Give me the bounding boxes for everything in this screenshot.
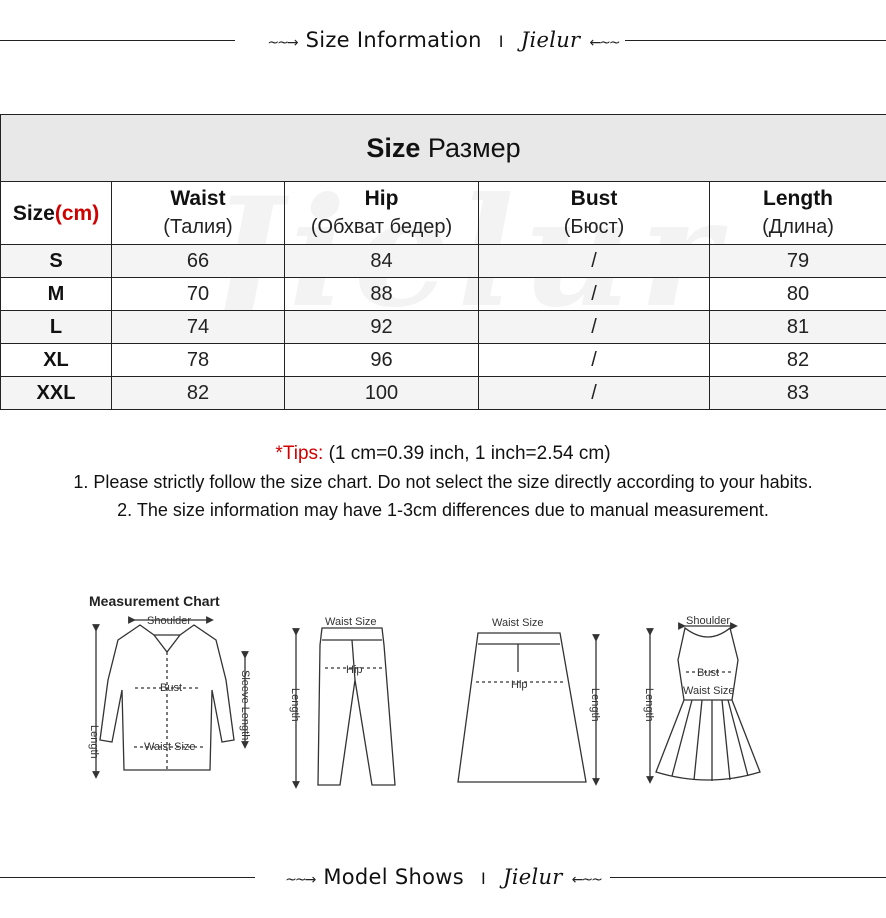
size-cell: L [1, 311, 112, 344]
measurement-chart-title: Measurement Chart [89, 593, 220, 609]
brand-logo-text: Jielur [520, 28, 581, 52]
hip-cell: 84 [285, 245, 479, 278]
squiggle-right-icon: ←~~ [589, 35, 619, 51]
bust-header-en: Bust [570, 187, 618, 210]
skirt-hip-label: Hip [511, 679, 528, 691]
tips-line-1: 1. Please strictly follow the size chart. Do not select the size directly according to your habits. [73, 472, 813, 492]
skirt-length-label: Length [589, 688, 601, 722]
table-row [1, 377, 886, 410]
table-row [1, 311, 886, 344]
dress-length-label: Length [643, 688, 655, 722]
size-cell: S [1, 245, 112, 278]
pants-figure [296, 628, 395, 785]
length-header-ru: (Длина) [762, 216, 834, 238]
skirt-waist-label: Waist Size [492, 617, 544, 629]
table-caption [1, 115, 886, 182]
waist-header-ru: (Талия) [163, 216, 233, 238]
waist-cell: 78 [112, 344, 285, 377]
hip-header-en: Hip [364, 187, 399, 210]
caption-ru: Размер [427, 132, 521, 163]
footer-brand-logo-text: Jielur [502, 865, 563, 889]
waist-cell: 70 [112, 278, 285, 311]
size-table [0, 114, 886, 410]
hip-cell: 100 [285, 377, 479, 410]
hip-cell: 96 [285, 344, 479, 377]
pants-length-label: Length [289, 688, 301, 722]
measurement-figures [0, 600, 886, 800]
shirt-sleeve-label: Sleeve Length [239, 670, 251, 741]
dress-shoulder-label: Shoulder [686, 615, 731, 627]
pants-waist-label: Waist Size [325, 616, 377, 628]
hip-cell: 88 [285, 278, 479, 311]
banner-title: Size Information [305, 28, 482, 52]
waist-cell: 74 [112, 311, 285, 344]
dress-waist-label: Waist Size [683, 685, 735, 697]
waist-column-header [112, 182, 285, 245]
bust-cell: / [479, 311, 710, 344]
size-column-header [1, 182, 112, 245]
footer-title: Model Shows [323, 865, 464, 889]
bust-header-ru: (Бюст) [563, 216, 625, 238]
shirt-length-label: Length [88, 725, 100, 759]
caption-en: Size [366, 132, 421, 163]
bust-cell: / [479, 245, 710, 278]
table-row [1, 344, 886, 377]
size-cell: XXL [1, 377, 112, 410]
tips-line-2: 2. The size information may have 1-3cm differences due to manual measurement. [117, 500, 769, 520]
hip-cell: 92 [285, 311, 479, 344]
shirt-bust-label: Bust [160, 682, 183, 694]
footer-squiggle-left-icon: ~~→ [285, 872, 315, 888]
length-column-header [710, 182, 886, 245]
banner-separator: I [498, 32, 504, 51]
tips-conversion: (1 cm=0.39 inch, 1 inch=2.54 cm) [328, 443, 611, 464]
table-row [1, 278, 886, 311]
waist-cell: 66 [112, 245, 285, 278]
squiggle-left-icon: ~~→ [267, 35, 297, 51]
footer-separator: I [480, 869, 486, 888]
hip-header-ru: (Обхват бедер) [310, 216, 453, 238]
shirt-waist-label: Waist Size [144, 741, 196, 753]
shirt-shoulder-label: Shoulder [147, 615, 192, 627]
waist-header-en: Waist [170, 187, 226, 210]
dress-figure [650, 626, 760, 781]
tips-label: *Tips: [275, 443, 324, 464]
model-shows-banner [0, 862, 886, 892]
skirt-figure [458, 633, 596, 782]
length-cell: 79 [710, 245, 886, 278]
tips-conversion-line [0, 440, 886, 468]
bust-column-header [479, 182, 710, 245]
size-cell: M [1, 278, 112, 311]
length-cell: 82 [710, 344, 886, 377]
length-header-en: Length [763, 187, 834, 210]
bust-cell: / [479, 278, 710, 311]
length-cell: 81 [710, 311, 886, 344]
size-header-label: Size [12, 201, 55, 225]
size-header-unit: (cm) [54, 201, 100, 225]
table-row [1, 245, 886, 278]
size-cell: XL [1, 344, 112, 377]
footer-squiggle-right-icon: ←~~ [571, 872, 601, 888]
pants-hip-label: Hip [346, 664, 363, 676]
bust-cell: / [479, 344, 710, 377]
hip-column-header [285, 182, 479, 245]
length-cell: 83 [710, 377, 886, 410]
tips-section [0, 440, 886, 524]
bust-cell: / [479, 377, 710, 410]
waist-cell: 82 [112, 377, 285, 410]
size-info-banner [0, 25, 886, 55]
dress-bust-label: Bust [697, 667, 720, 679]
length-cell: 80 [710, 278, 886, 311]
